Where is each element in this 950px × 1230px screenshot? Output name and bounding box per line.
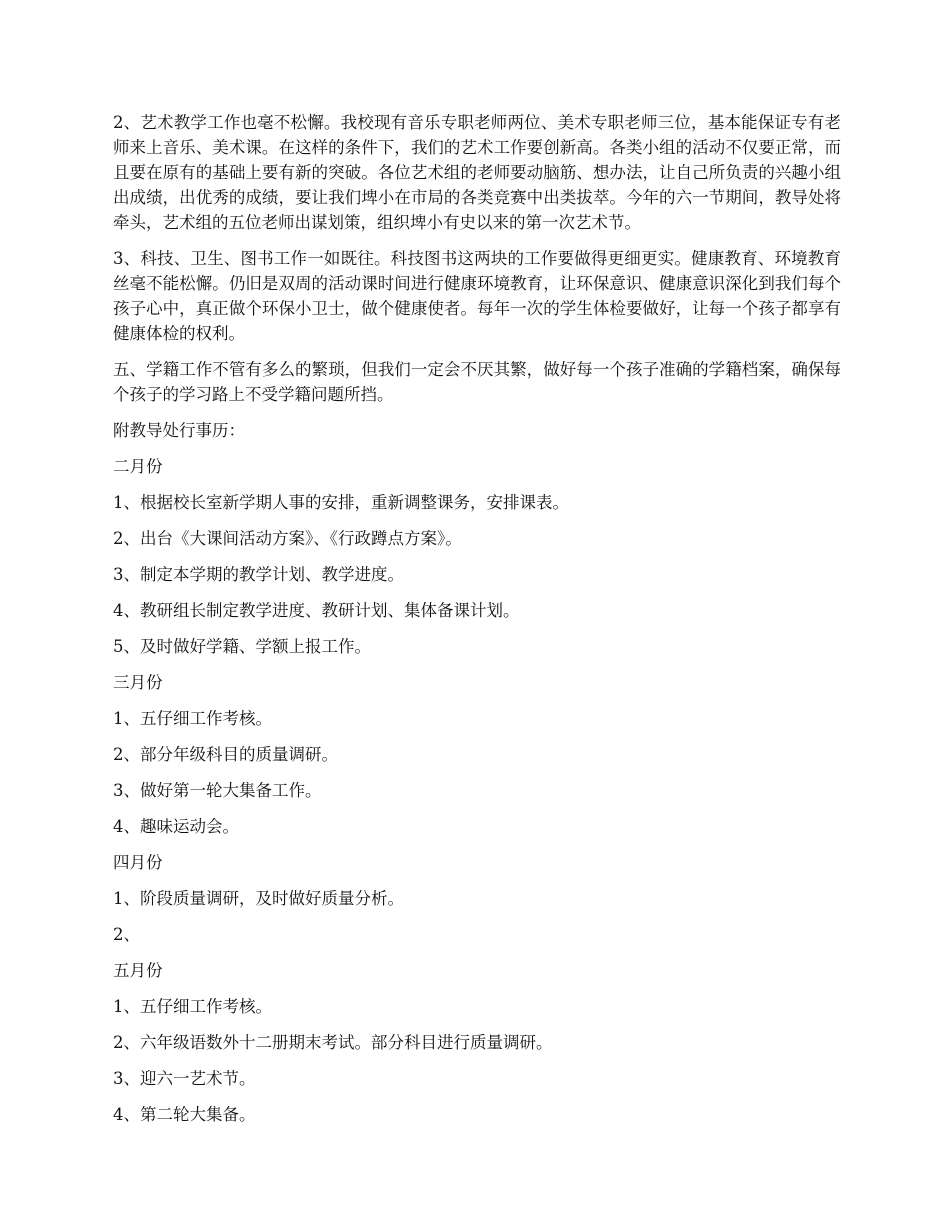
list-item: 1、五仔细工作考核。 (113, 709, 272, 728)
month-title-march: 三月份 (113, 673, 163, 692)
list-item: 4、教研组长制定教学进度、教研计划、集体备课计划。 (113, 601, 520, 620)
list-item: 4、第二轮大集备。 (113, 1105, 256, 1124)
month-title-february: 二月份 (113, 457, 163, 476)
paragraph-art-teaching: 2、艺术教学工作也毫不松懈。我校现有音乐专职老师两位、美术专职老师三位，基本能保证专有老师来上音乐、美术课。在这样的条件下，我们的艺术工作要创新高。各类小组的活动不仅要正常，而且要在原有的基础上要有新的突破。各位艺术组的老师要动脑筋、想办法，让自己所负责的兴趣小组出成绩，出优秀的成绩，要让我们埤小在市局的各类竞赛中出类拔萃。今年的六一节期间，教导处将牵头，艺术组的五位老师出谋划策，组织埤小有史以来的第一次艺术节。 (113, 113, 841, 232)
list-item: 4、趣味运动会。 (113, 817, 239, 836)
list-item: 3、制定本学期的教学计划、教学进度。 (113, 565, 404, 584)
document-body (113, 110, 841, 1138)
list-item: 1、阶段质量调研，及时做好质量分析。 (113, 889, 404, 908)
list-item: 2、出台《大课间活动方案》、《行政蹲点方案》。 (113, 529, 462, 548)
list-item: 3、做好第一轮大集备工作。 (113, 781, 322, 800)
calendar-heading: 附教导处行事历： (113, 421, 245, 440)
list-item: 1、根据校长室新学期人事的安排，重新调整课务，安排课表。 (113, 493, 569, 512)
month-title-april: 四月份 (113, 853, 163, 872)
list-item: 2、部分年级科目的质量调研。 (113, 745, 338, 764)
list-item: 3、迎六一艺术节。 (113, 1069, 256, 1088)
paragraph-science-health-library: 3、科技、卫生、图书工作一如既往。科技图书这两块的工作要做得更细更实。健康教育、环境教育丝毫不能松懈。仍旧是双周的活动课时间进行健康环境教育，让环保意识、健康意识深化到我们每个孩子心中，真正做个环保小卫士，做个健康使者。每年一次的学生体检要做好，让每一个孩子都享有健康体检的权利。 (113, 249, 841, 343)
paragraph-student-records: 五、学籍工作不管有多么的繁琐，但我们一定会不厌其繁，做好每一个孩子准确的学籍档案，确保每个孩子的学习路上不受学籍问题所挡。 (113, 360, 841, 404)
month-title-may: 五月份 (113, 961, 163, 980)
list-item: 2、 (113, 925, 140, 944)
list-item: 5、及时做好学籍、学额上报工作。 (113, 637, 371, 656)
list-item: 1、五仔细工作考核。 (113, 997, 272, 1016)
list-item: 2、六年级语数外十二册期末考试。部分科目进行质量调研。 (113, 1033, 553, 1052)
